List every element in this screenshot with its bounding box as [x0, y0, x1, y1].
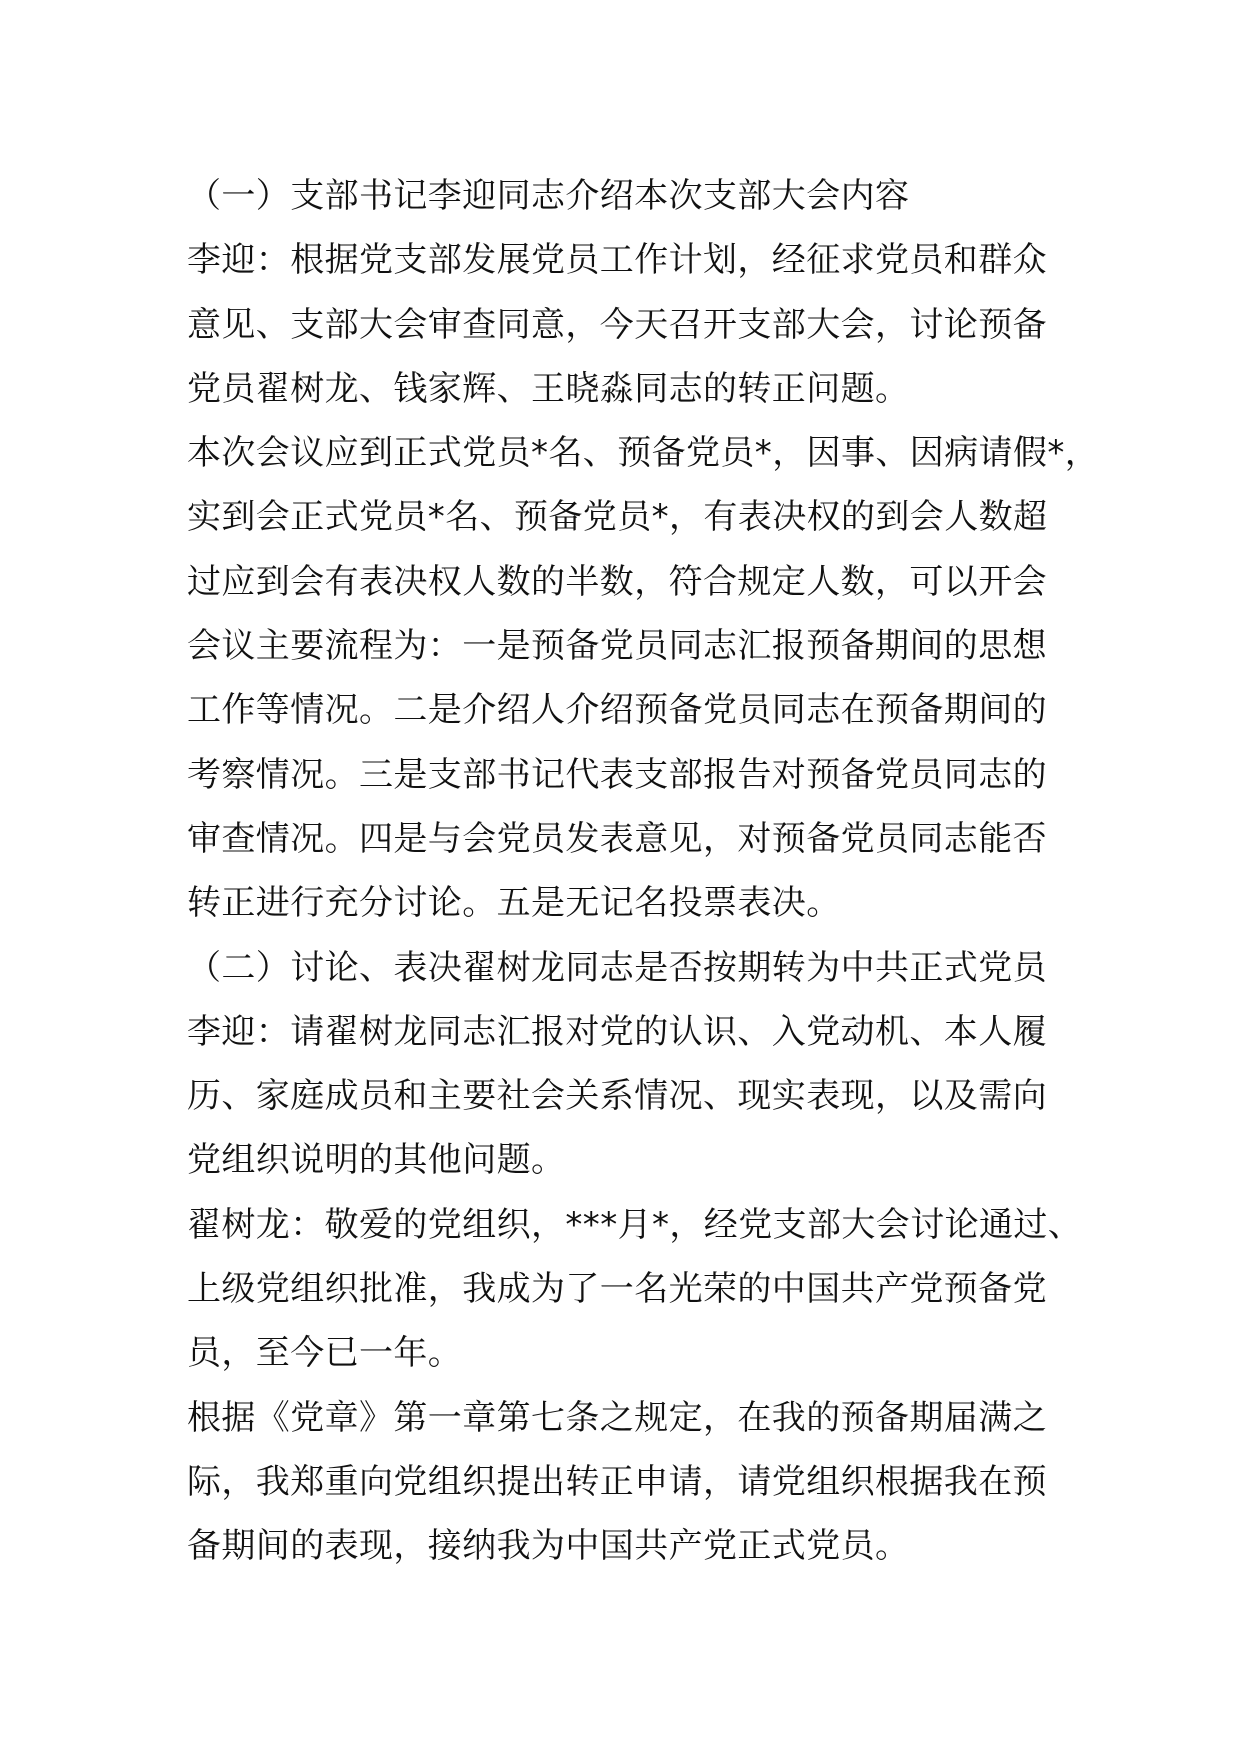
paragraph-line: 意见、支部大会审查同意，今天召开支部大会，讨论预备: [187, 304, 1047, 345]
paragraph-line: 上级党组织批准，我成为了一名光荣的中国共产党预备党: [187, 1269, 1047, 1310]
paragraph-line: 李迎：请翟树龙同志汇报对党的认识、入党动机、本人履: [187, 1011, 1047, 1052]
paragraph-line: 实到会正式党员*名、预备党员*，有表决权的到会人数超: [187, 497, 1048, 538]
paragraph-line: 过应到会有表决权人数的半数，符合规定人数，可以开会: [187, 561, 1047, 602]
paragraph-line: 考察情况。三是支部书记代表支部报告对预备党员同志的: [187, 754, 1047, 795]
paragraph-line: 转正进行充分讨论。五是无记名投票表决。: [187, 883, 841, 924]
paragraph-line: 际，我郑重向党组织提出转正申请，请党组织根据我在预: [187, 1461, 1047, 1502]
paragraph-line: 备期间的表现，接纳我为中国共产党正式党员。: [187, 1526, 910, 1567]
paragraph-line: 党组织说明的其他问题。: [187, 1140, 566, 1181]
paragraph-line: 李迎：根据党支部发展党员工作计划，经征求党员和群众: [187, 240, 1047, 281]
paragraph-line: 工作等情况。二是介绍人介绍预备党员同志在预备期间的: [187, 690, 1047, 731]
paragraph-line: 根据《党章》第一章第七条之规定，在我的预备期届满之: [187, 1397, 1047, 1438]
paragraph-line: 本次会议应到正式党员*名、预备党员*，因事、因病请假*，: [187, 433, 1100, 474]
paragraph-line: 党员翟树龙、钱家辉、王晓淼同志的转正问题。: [187, 368, 910, 409]
document-body: [187, 164, 1100, 1579]
paragraph-line: 翟树龙：敬爱的党组织，***月*，经党支部大会讨论通过、: [187, 1204, 1083, 1245]
paragraph-line: 审查情况。四是与会党员发表意见，对预备党员同志能否: [187, 818, 1047, 859]
section-heading-2: （二）讨论、表决翟树龙同志是否按期转为中共正式党员: [187, 947, 1047, 988]
paragraph-line: 员，至今已一年。: [187, 1333, 463, 1374]
section-heading-1: （一）支部书记李迎同志介绍本次支部大会内容: [187, 176, 910, 216]
paragraph-line: 历、家庭成员和主要社会关系情况、现实表现，以及需向: [187, 1076, 1047, 1117]
paragraph-line: 会议主要流程为：一是预备党员同志汇报预备期间的思想: [187, 626, 1047, 667]
